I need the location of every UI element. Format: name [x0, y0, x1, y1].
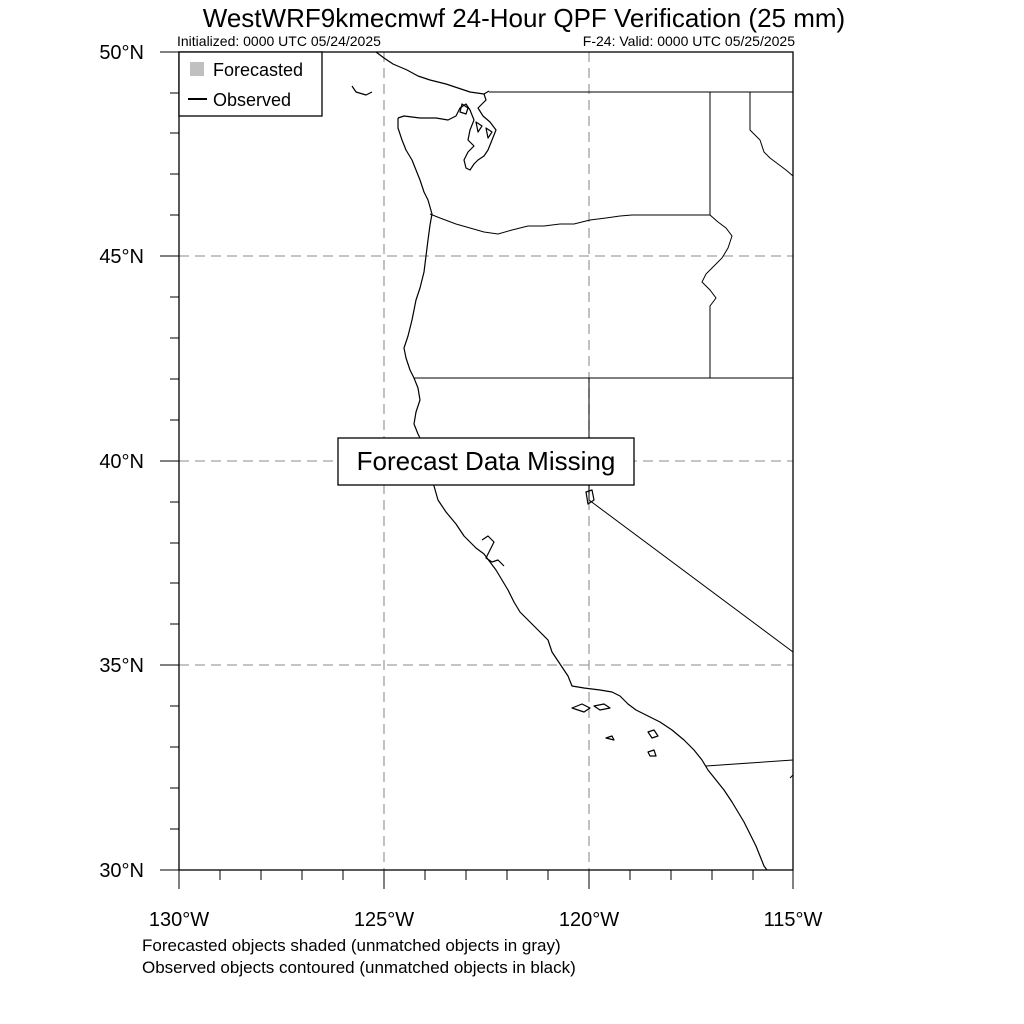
- lat-labels: [99, 42, 144, 882]
- figure-title: WestWRF9kmecmwf 24-Hour QPF Verification (25 mm): [202, 3, 846, 33]
- lon-label-125: 125°W: [353, 909, 415, 931]
- or-id-border: [702, 215, 732, 378]
- lat-label-35: 35°N: [99, 655, 144, 677]
- footer-line-1: Forecasted objects shaded (unmatched objects in gray): [142, 936, 561, 955]
- legend-observed-label: Observed: [213, 90, 292, 110]
- lon-ticks: [179, 870, 793, 889]
- sf-bay: [482, 536, 504, 566]
- forecast-swatch: [190, 62, 204, 76]
- missing-text: Forecast Data Missing: [356, 446, 616, 476]
- init-label: Initialized: 0000 UTC 05/24/2025: [177, 33, 381, 49]
- lat-label-45: 45°N: [99, 246, 144, 268]
- channel-islands: [572, 704, 658, 756]
- valid-label: F-24: Valid: 0000 UTC 05/25/2025: [582, 33, 795, 49]
- puget-sound: [398, 94, 496, 170]
- id-mt-border: [750, 92, 793, 176]
- lat-label-40: 40°N: [99, 451, 144, 473]
- footer-line-2: Observed objects contoured (unmatched objects in black): [142, 958, 576, 977]
- wa-or-border: [430, 214, 710, 234]
- missing-data-notice: [338, 438, 634, 485]
- lon-labels: [149, 909, 823, 931]
- canada-coast: [376, 52, 489, 94]
- lake-tahoe: [586, 490, 594, 504]
- us-mexico-border: [706, 760, 793, 766]
- lat-label-50: 50°N: [99, 42, 144, 64]
- lon-label-115: 115°W: [763, 909, 823, 931]
- lon-label-130: 130°W: [148, 909, 210, 931]
- ca-nv-border-diagonal: [589, 500, 793, 652]
- legend-forecast-label: Forecasted: [213, 60, 304, 80]
- legend: [179, 52, 322, 116]
- wa-or-ca-coast: [398, 118, 767, 870]
- political-borders: [414, 92, 793, 778]
- vancouver-island-tip: [352, 86, 372, 95]
- lat-ticks: [160, 52, 179, 870]
- lat-label-30: 30°N: [99, 860, 144, 882]
- lon-label-120: 120°W: [558, 909, 620, 931]
- puget-islands: [460, 104, 492, 138]
- map-area: [160, 52, 793, 889]
